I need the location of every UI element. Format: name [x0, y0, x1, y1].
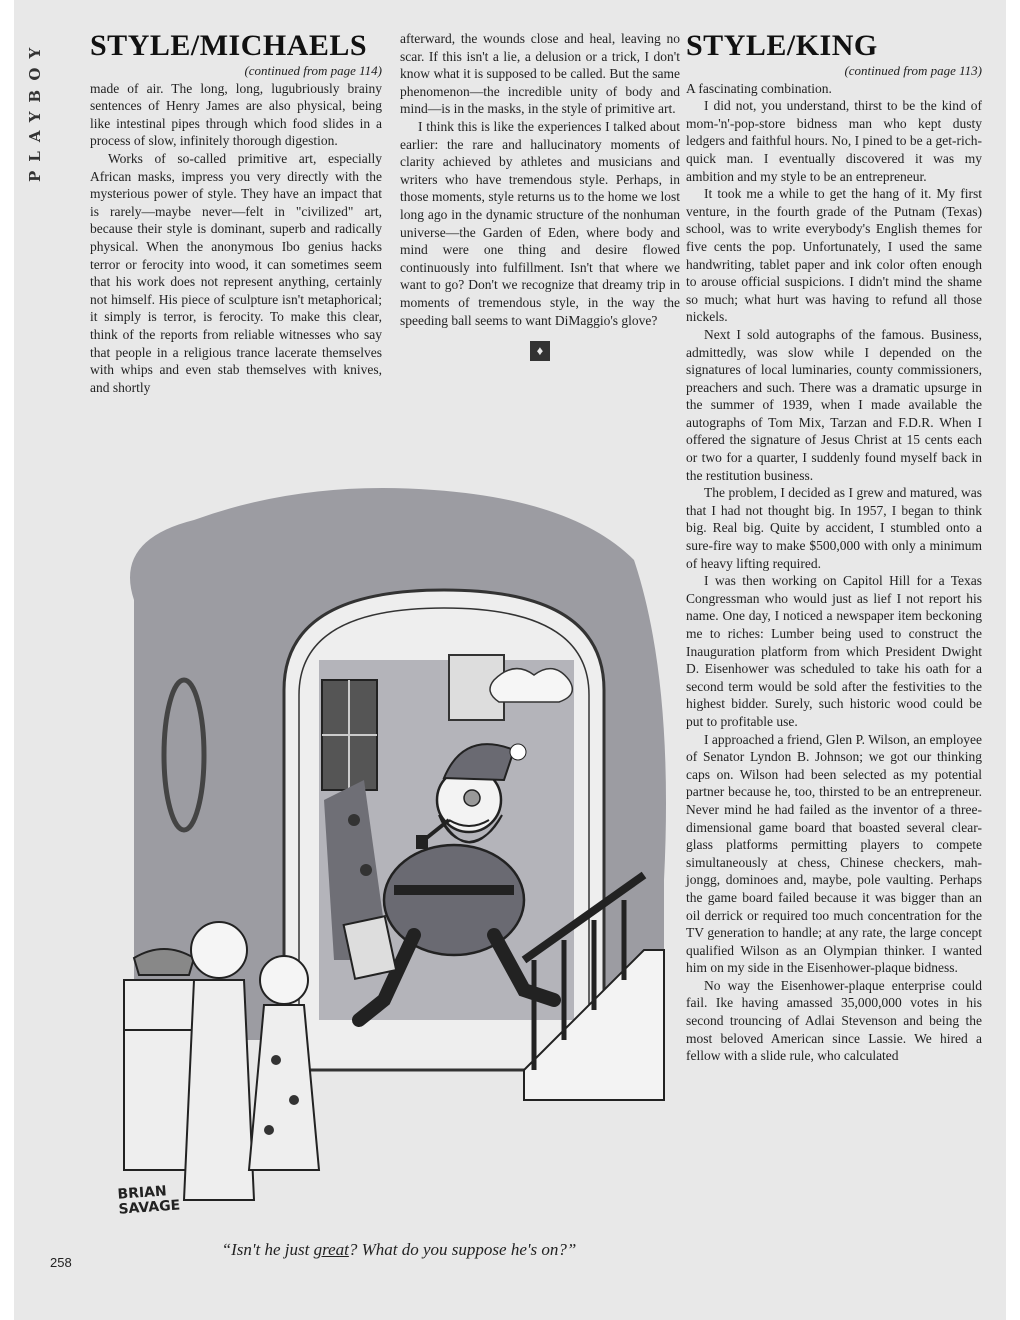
paragraph: A fascinating combination.	[686, 80, 832, 96]
continued-note-michaels: (continued from page 114)	[244, 63, 382, 78]
end-mark-icon: ♦	[530, 341, 550, 361]
page-number: 258	[50, 1255, 72, 1270]
article-column-3	[686, 30, 982, 1065]
paragraph: It took me a while to get the hang of it. My first venture, in the fourth grade of the Putnam (Texas) school, was to write everybody's English themes for five cents the pop. Unfortunately, I used the same handwriting, tablet paper and ink color often enough to arouse official suspicions. I didn't mind the shame so much; what hurt was having to refund all those nickels.	[686, 186, 982, 325]
paragraph: I did not, you understand, thirst to be the kind of mom-'n'-pop-store bidness man who kept dusty ledgers and faithful hours. No, I pined to be a get-rich-quick man. I eventually discovered it was my ambition and my style to be an entrepreneur.	[686, 98, 982, 184]
headline-michaels: STYLE/MICHAELS	[90, 29, 368, 62]
paragraph: afterward, the wounds close and heal, leaving no scar. If this isn't a lie, a delusion or a trick, I don't know what it is supposed to be called. But the same phenomenon—the incredible unity of body and mind—is in the masks, in the style of primitive art.	[400, 31, 680, 117]
paragraph: Next I sold autographs of the famous. Business, admittedly, was slow while I depended on the signatures of local luminaries, county commissioners, preachers and such. There was a dramatic upsurge in the summer of 1939, when I made available the autographs of Tom Mix, Tarzan and F.D.R. When I offered the signature of Jesus Christ at 15 cents each or two for a quarter, I suddenly found myself back in the restitution business.	[686, 326, 982, 483]
masthead-vertical: PLAYBOY	[26, 38, 44, 182]
headline-king: STYLE/KING	[686, 29, 878, 62]
continued-note-king: (continued from page 113)	[844, 63, 982, 78]
paragraph: The problem, I decided as I grew and matured, was that I had not thought big. In 1957, I began to think big. Real big. Quite by accident, I stumbled onto a sure-fire way to make $500,000 with only a minimum of heavy lifting required.	[686, 485, 982, 571]
paragraph: I think this is like the experiences I talked about earlier: the rare and hallucinatory moments of clarity achieved by athletes and musicians and writers who have tremendous style. Perhaps, in those moments, style returns us to the home we lost long ago in the dynamic structure of the nonhuman universe—the Garden of Eden, where body and mind were one thing and desire flowed continuously into fulfillment. Isn't that where we want to go? Don't we recognize that dreamy trip in moments of tremendous style, in the way the speeding ball seems to want DiMaggio's glove?	[400, 118, 680, 328]
artist-signature: BRIAN SAVAGE	[116, 1183, 181, 1218]
magazine-page	[14, 0, 1006, 1320]
cartoon-illustration	[104, 480, 674, 1240]
caption-part: “Isn't he just	[221, 1240, 314, 1259]
paragraph: Works of so-called primitive art, especially African masks, impress you very directly with the mysterious power of style. They have an impact that is rarely—maybe never—felt in "civilized" art, because their style is dominant, superb and radically physical. When the anonymous Ibo genius hacks terror or ferocity into wood, it can sometimes seem that his work does not represent anything, certainly not himself. His piece of sculpture isn't metaphorical; it simply is terror, is ferocity. To make this clear, think of the reports from reliable witnesses who say that people in a religious trance lacerate themselves with whips and even stab themselves with knives, and shortly	[90, 150, 382, 395]
paragraph: made of air. The long, long, lugubriously brainy sentences of Henry James are also physical, being like intestinal pipes through which food slides in a process of slow, infinitely thorough digestion.	[90, 80, 382, 149]
article-column-1	[90, 30, 382, 396]
article-column-2	[400, 30, 680, 361]
cartoon-caption	[164, 1240, 634, 1260]
caption-emphasis: great	[313, 1240, 349, 1259]
caption-part: ? What do you suppose he's on?”	[348, 1240, 577, 1259]
paragraph: I was then working on Capitol Hill for a Texas Congressman who would just as lief I not report his name. One day, I noticed a newspaper item beckoning me to riches: Lumber being used to construct the Inauguration platform from which President Dwight D. Eisenhower was scheduled to take his oath for a second term would be sold after the festivities to the highest bidder. Surely, such historic wood could be put to profitable use.	[686, 573, 982, 729]
paragraph: I approached a friend, Glen P. Wilson, an employee of Senator Lyndon B. Johnson; we got our thinking caps on. Wilson had been selected as my potential partner because he, too, thirsted to be an entrepreneur. Never mind he had failed as the inventor of a three-dimensional game board that boasted several clear-glass platforms permitting players to compete simultaneously at chess, Chinese checkers, mah-jongg, dominoes and, maybe, pole vaulting. Perhaps the game board failed because it was bigger than an oil derrick or required too much concentration for the TV generation to handle; at any rate, the large concept qualified Wilson as an Olympian thinker. I wanted him on my side in the Eisenhower-plaque bidness.	[686, 731, 982, 976]
paragraph: No way the Eisenhower-plaque enterprise could fail. Ike having amassed 35,000,000 votes in his second trouncing of Adlai Stevenson and being the most beloved American since Lassie. We hired a fellow with a slide rule, who calculated	[686, 977, 982, 1064]
